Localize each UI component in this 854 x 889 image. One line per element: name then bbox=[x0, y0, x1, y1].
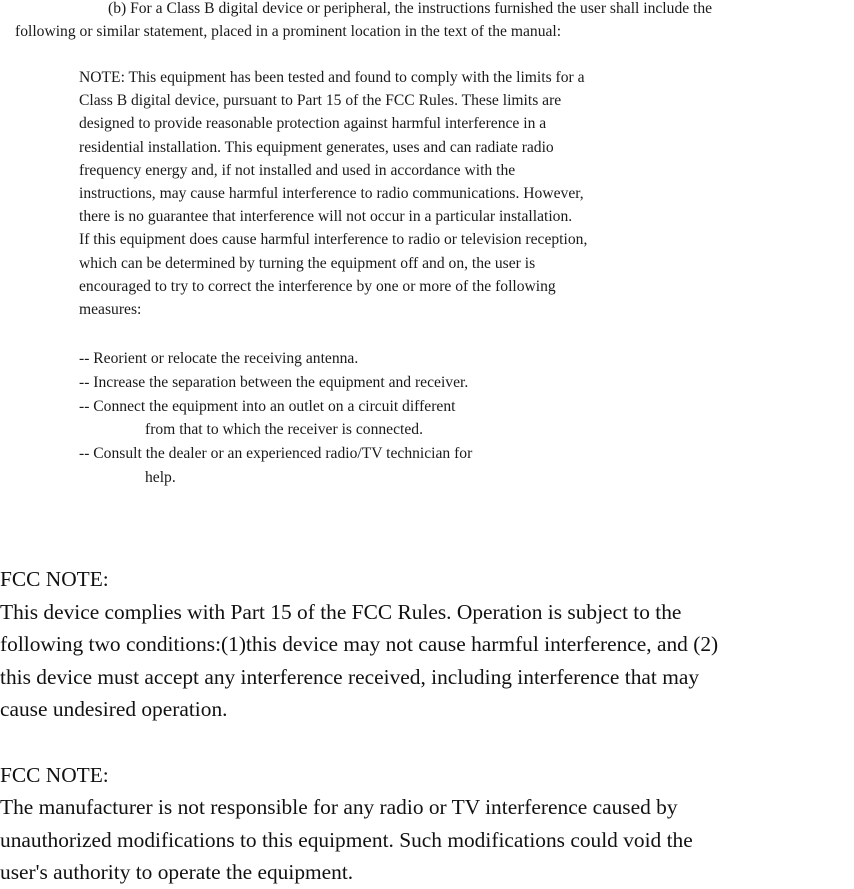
measure-item: -- Connect the equipment into an outlet on a circuit different bbox=[79, 397, 456, 415]
intro-line: following or similar statement, placed in a prominent location in the text of the manual: bbox=[15, 23, 562, 40]
measure-item-continuation: help. bbox=[145, 468, 176, 486]
note-line: designed to provide reasonable protection against harmful interference in a bbox=[79, 115, 547, 133]
note-line: which can be determined by turning the equipment off and on, the user is bbox=[79, 254, 536, 272]
fcc-note-heading: FCC NOTE: bbox=[0, 762, 109, 787]
note-line: Class B digital device, pursuant to Part 15 of the FCC Rules. These limits are bbox=[79, 92, 562, 110]
measure-item: -- Reorient or relocate the receiving antenna. bbox=[79, 350, 359, 367]
class-b-note bbox=[79, 66, 587, 321]
fcc-note-modifications bbox=[0, 759, 854, 889]
fcc-note-line: The manufacturer is not responsible for any radio or TV interference caused by bbox=[0, 795, 678, 820]
fcc-note-line: user's authority to operate the equipment. bbox=[0, 860, 354, 885]
note-line: measures: bbox=[79, 300, 142, 318]
note-line: If this equipment does cause harmful interference to radio or television reception, bbox=[79, 231, 588, 249]
note-line: there is no guarantee that interference will not occur in a particular installation. bbox=[79, 208, 573, 226]
fcc-note-line: following two conditions:(1)this device may not cause harmful interference, and (2) bbox=[0, 632, 719, 657]
intro-line: (b) For a Class B digital device or peripheral, the instructions furnished the user shall include the bbox=[108, 0, 713, 17]
fcc-note-line: cause undesired operation. bbox=[0, 697, 228, 722]
note-line: instructions, may cause harmful interference to radio communications. However, bbox=[79, 184, 584, 202]
fcc-note-line: this device must accept any interference received, including interference that may bbox=[0, 664, 700, 689]
measure-item-continuation: from that to which the receiver is connected. bbox=[145, 421, 423, 439]
measure-item: -- Increase the separation between the equipment and receiver. bbox=[79, 373, 469, 391]
fcc-note-compliance bbox=[0, 563, 854, 726]
fcc-note-line: This device complies with Part 15 of the FCC Rules. Operation is subject to the bbox=[0, 599, 682, 624]
note-line: residential installation. This equipment generates, uses and can radiate radio bbox=[79, 138, 554, 156]
note-line: encouraged to try to correct the interference by one or more of the following bbox=[79, 277, 556, 295]
fcc-notes bbox=[0, 563, 854, 889]
note-line: frequency energy and, if not installed and used in accordance with the bbox=[79, 161, 516, 179]
fcc-note-heading: FCC NOTE: bbox=[0, 567, 109, 591]
note-line: NOTE: This equipment has been tested and found to comply with the limits for a bbox=[79, 69, 585, 86]
measures-list bbox=[79, 347, 472, 490]
measure-item: -- Consult the dealer or an experienced radio/TV technician for bbox=[79, 445, 473, 463]
fcc-note-line: unauthorized modifications to this equipment. Such modifications could void the bbox=[0, 827, 693, 852]
